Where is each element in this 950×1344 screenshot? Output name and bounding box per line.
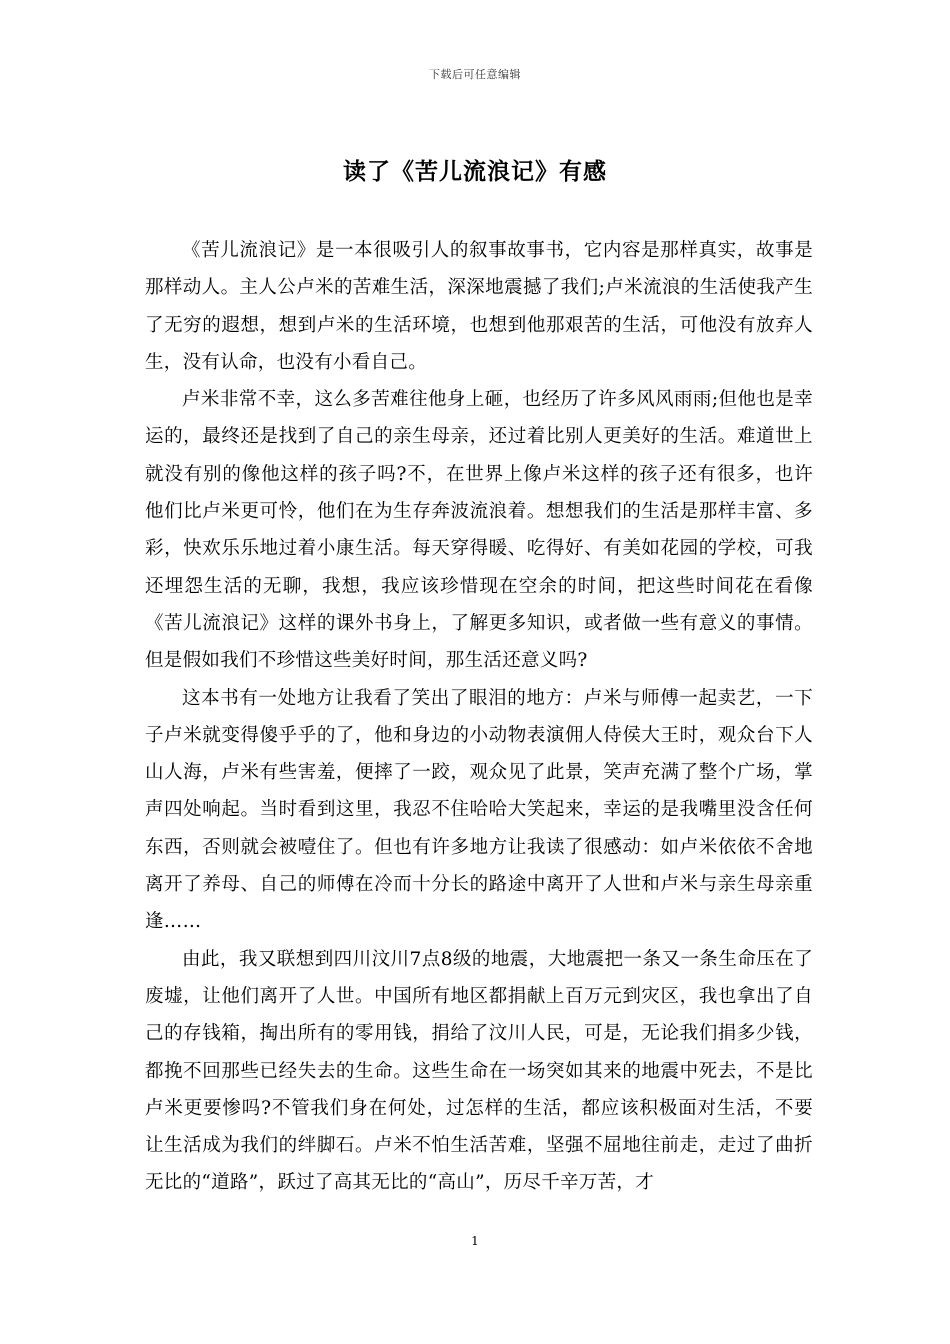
paragraph-3: 这本书有一处地方让我看了笑出了眼泪的地方：卢米与师傅一起卖艺，一下子卢米就变得傻乎乎的了，他和身边的小动物表演佣人侍侯大王时，观众台下人山人海，卢米有些害羞，便摔了一跤，观众见了此景，笑声充满了整个广场，掌声四处响起。当时看到这里，我忍不住哈哈大笑起来，幸运的是我嘴里没含任何东西，否则就会被噎住了。但也有许多地方让我读了很感动：如卢米依依不舍地离开了养母、自己的师傅在冷而十分长的路途中离开了人世和卢米与亲生母亲重逢…… <box>145 687 813 933</box>
page-header-note: 下载后可任意编辑 <box>429 68 521 81</box>
document-title: 读了《苦儿流浪记》有感 <box>343 159 607 185</box>
page-number: 1 <box>471 1234 479 1248</box>
paragraph-2: 卢米非常不幸，这么多苦难往他身上砸，也经历了许多风风雨雨;但他也是幸运的，最终还是找到了自己的亲生母亲，还过着比别人更美好的生活。难道世上就没有别的像他这样的孩子吗?不，在世界上像卢米这样的孩子还有很多，也许他们比卢米更可怜，他们在为生存奔波流浪着。想想我们的生活是那样丰富、多彩，快欢乐乐地过着小康生活。每天穿得暖、吃得好、有美如花园的学校，可我还埋怨生活的无聊，我想，我应该珍惜现在空余的时间，把这些时间花在看像《苦儿流浪记》这样的课外书身上，了解更多知识，或者做一些有意义的事情。但是假如我们不珍惜这些美好时间，那生活还意义吗? <box>145 389 813 672</box>
paragraph-1: 《苦儿流浪记》是一本很吸引人的叙事故事书，它内容是那样真实，故事是那样动人。主人公卢米的苦难生活，深深地震撼了我们;卢米流浪的生活使我产生了无穷的遐想，想到卢米的生活环境，也想到他那艰苦的生活，可他没有放弃人生，没有认命，也没有小看自己。 <box>145 240 813 373</box>
paragraph-4: 由此，我又联想到四川汶川7点8级的地震，大地震把一条又一条生命压在了废墟，让他们离开了人世。中国所有地区都捐献上百万元到灾区，我也拿出了自己的存钱箱，掏出所有的零用钱，捐给了汶川人民，可是，无论我们捐多少钱，都挽不回那些已经失去的生命。这些生命在一场突如其来的地震中死去，不是比卢米更要惨吗?不管我们身在何处，过怎样的生活，都应该积极面对生活，不要让生活成为我们的绊脚石。卢米不怕生活苦难，坚强不屈地往前走，走过了曲折无比的“道路”，跃过了高其无比的“高山”，历尽千辛万苦，才 <box>145 948 813 1194</box>
document-body <box>145 232 813 1202</box>
